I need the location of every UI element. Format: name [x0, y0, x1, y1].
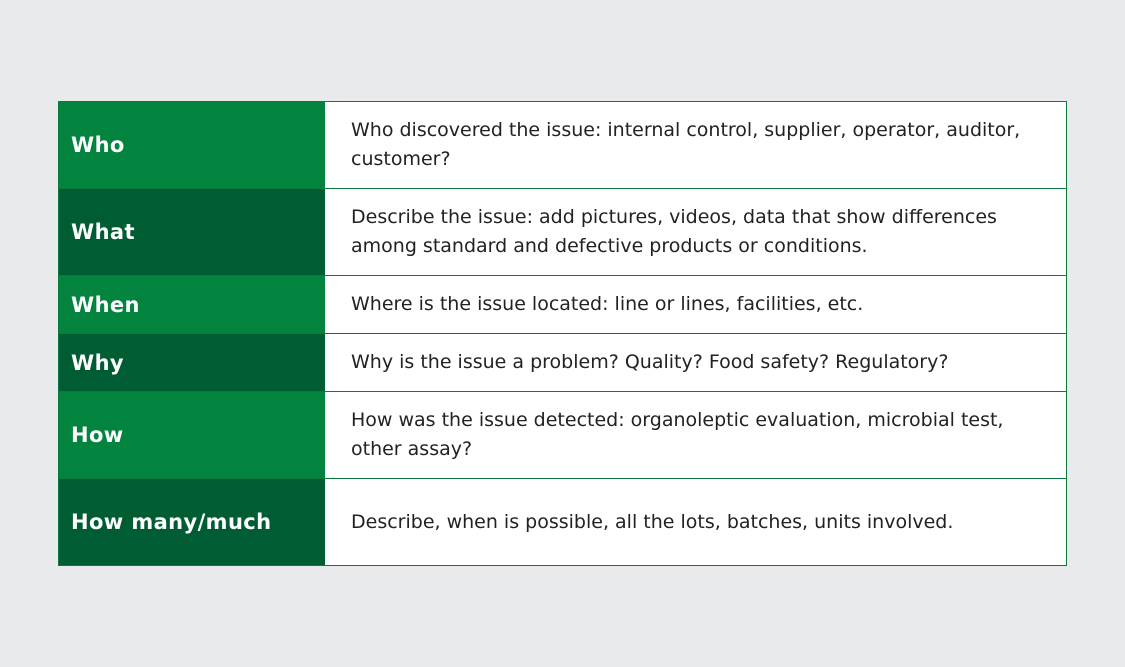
row-text-who: Who discovered the issue: internal control, supplier, operator, auditor, customer? — [351, 119, 1021, 170]
row-text-how-many: Describe, when is possible, all the lots, batches, units involved. — [351, 510, 954, 533]
row-text-what: Describe the issue: add pictures, videos, data that show differences among standard and defective products or conditions. — [351, 206, 997, 257]
table-row-why — [59, 334, 1066, 392]
row-label-how: How — [59, 392, 325, 478]
row-label-what: What — [59, 189, 325, 275]
table-row-how — [59, 392, 1066, 479]
row-text-when: Where is the issue located: line or lines, facilities, etc. — [351, 293, 864, 315]
row-label-who: Who — [59, 102, 325, 188]
table-row-when — [59, 276, 1066, 334]
table-row-what — [59, 189, 1066, 276]
table-row-who — [59, 102, 1066, 189]
five-w-table — [58, 101, 1067, 566]
row-text-why: Why is the issue a problem? Quality? Food safety? Regulatory? — [351, 351, 949, 373]
row-label-how-many: How many/much — [59, 479, 325, 565]
row-label-when: When — [59, 276, 325, 333]
table-row-how-many — [59, 479, 1066, 565]
row-text-how: How was the issue detected: organoleptic evaluation, microbial test, other assay? — [351, 409, 1004, 460]
row-label-why: Why — [59, 334, 325, 391]
